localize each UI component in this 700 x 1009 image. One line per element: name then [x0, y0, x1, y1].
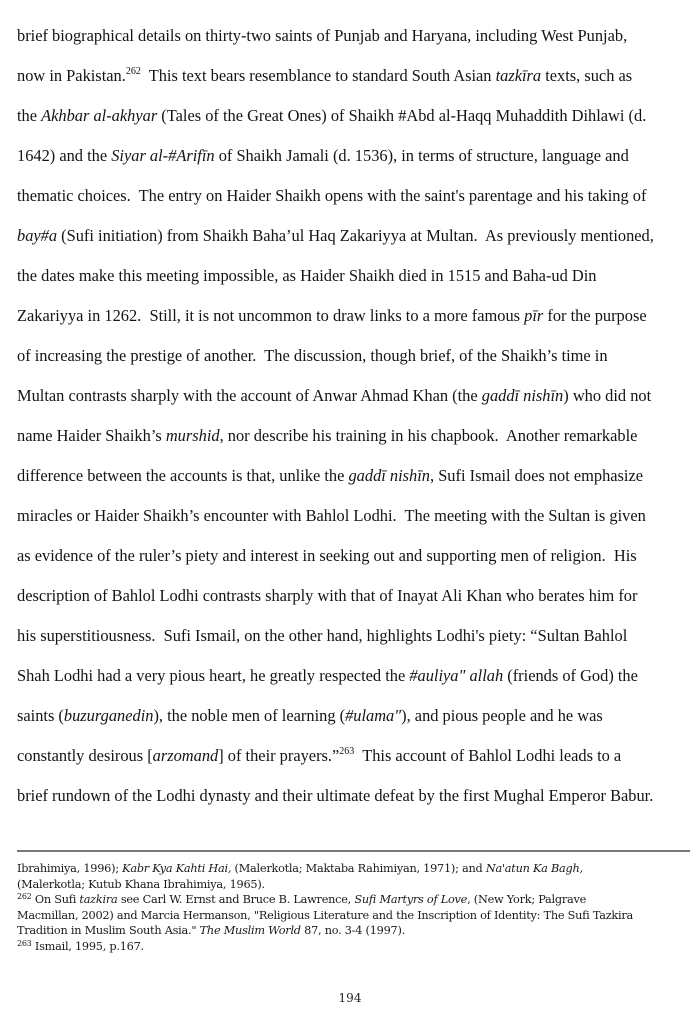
footnote-line: [17, 939, 697, 955]
body-line: [17, 176, 697, 216]
body-line: [17, 256, 697, 296]
italic-term: #auliya" allah: [409, 666, 504, 685]
text-run: miracles or Haider Shaikh’s encounter with Bahlol Lodhi. The meeting with the Sultan is given: [17, 506, 646, 525]
text-run: ), and pious people and he was: [401, 706, 603, 725]
text-run: (Malerkotla; Maktaba Rahimiyan, 1971); and: [231, 862, 486, 875]
body-line: [17, 736, 697, 776]
text-run: (Sufi initiation) from Shaikh Baha’ul Haq Zakariyya at Multan. As previously mentioned,: [57, 226, 654, 245]
body-paragraph: [17, 16, 697, 816]
text-run: as evidence of the ruler’s piety and interest in seeking out and supporting men of religion. His: [17, 546, 637, 565]
body-line: [17, 296, 697, 336]
text-run: 1642) and the: [17, 146, 112, 165]
text-run: brief biographical details on thirty-two saints of Punjab and Haryana, including West Punjab,: [17, 26, 628, 45]
text-run: On Sufi: [31, 893, 80, 907]
body-line: [17, 136, 697, 176]
text-run: Tradition in Muslim South Asia.": [17, 924, 200, 938]
footnote-line: [17, 892, 697, 908]
text-run: , (New York; Palgrave: [467, 893, 587, 907]
text-run: ), the noble men of learning (: [153, 706, 346, 725]
text-run: This account of Bahlol Lodhi leads to a: [354, 746, 622, 765]
footnote-line: [17, 923, 697, 939]
text-run: of Shaikh Jamali (d. 1536), in terms of structure, language and: [214, 146, 629, 165]
italic-term: Siyar al-#Arifīn: [111, 146, 215, 165]
italic-term: bay#a: [17, 226, 58, 245]
text-run: description of Bahlol Lodhi contrasts sharply with that of Inayat Ali Khan who berates him for: [17, 586, 638, 605]
text-run: saints (: [17, 706, 64, 725]
italic-term: #ulama": [345, 706, 402, 725]
text-run: constantly desirous [: [17, 746, 153, 765]
text-run: ] of their prayers.”: [218, 746, 340, 765]
footnote-marker: 262: [17, 892, 32, 902]
text-run: now in Pakistan.: [17, 66, 126, 85]
italic-term: buzurganedin: [63, 706, 154, 725]
text-run: for the purpose: [543, 306, 647, 325]
page-number: 194: [338, 991, 362, 1005]
text-run: Ismail, 1995, p.167.: [31, 939, 144, 953]
italic-term: arzomand: [152, 746, 219, 765]
footnote-separator-rule: [17, 850, 690, 852]
footnotes-block: [17, 861, 697, 955]
footnote-line: [17, 877, 697, 893]
text-run: texts, such as: [541, 66, 633, 85]
text-run: This text bears resemblance to standard South Asian: [140, 66, 496, 85]
text-run: Shah Lodhi had a very pious heart, he greatly respected the: [17, 666, 410, 685]
italic-term: gaddī nishīn: [481, 386, 564, 405]
body-line: [17, 96, 697, 136]
footnote-marker: 262: [125, 66, 141, 77]
body-line: [17, 56, 697, 96]
body-line: [17, 616, 697, 656]
body-line: [17, 16, 697, 56]
italic-term: murshid: [165, 426, 220, 445]
italic-term: tazkira: [79, 893, 118, 907]
text-run: name Haider Shaikh’s: [17, 426, 166, 445]
text-run: the dates make this meeting impossible, as Haider Shaikh died in 1515 and Baha-ud Din: [17, 266, 597, 285]
body-line: [17, 456, 697, 496]
text-run: thematic choices. The entry on Haider Shaikh opens with the saint's parentage and his taking of: [17, 186, 647, 205]
text-run: the: [17, 106, 42, 125]
text-run: Ibrahimiya, 1996);: [17, 862, 123, 875]
text-run: 87, no. 3-4 (1997).: [300, 924, 405, 938]
italic-term: Kabr Kya Kahti Hai,: [122, 862, 232, 875]
body-line: [17, 416, 697, 456]
text-run: Zakariyya in 1262. Still, it is not uncommon to draw links to a more famous: [17, 306, 525, 325]
body-line: [17, 576, 697, 616]
text-run: his superstitiousness. Sufi Ismail, on the other hand, highlights Lodhi's piety: “Sultan Bahlol: [17, 626, 628, 645]
italic-term: Sufi Martyrs of Love: [354, 893, 468, 907]
body-line: [17, 696, 697, 736]
italic-term: Na'atun Ka Bagh,: [485, 862, 583, 875]
footnote-line: [17, 861, 697, 877]
italic-term: tazkīra: [495, 66, 542, 85]
body-line: [17, 376, 697, 416]
text-run: (Tales of the Great Ones) of Shaikh #Abd al-Haqq Muhaddith Dihlawi (d.: [157, 106, 647, 125]
body-line: [17, 216, 697, 256]
footnote-marker: 263: [17, 938, 32, 948]
footnote-marker: 263: [339, 746, 355, 757]
body-line: [17, 776, 697, 816]
italic-term: gaddī nishīn: [348, 466, 430, 485]
footnote-line: [17, 908, 697, 924]
text-run: Macmillan, 2002) and Marcia Hermanson, "Religious Literature and the Inscription of Identity: The Sufi Tazkira: [17, 908, 634, 922]
text-run: difference between the accounts is that, unlike the: [17, 466, 349, 485]
text-run: , nor describe his training in his chapbook. Another remarkable: [219, 426, 638, 445]
text-run: brief rundown of the Lodhi dynasty and their ultimate defeat by the first Mughal Emperor Babur.: [17, 786, 654, 805]
text-run: Multan contrasts sharply with the account of Anwar Ahmad Khan (the: [17, 386, 482, 405]
text-run: (Malerkotla; Kutub Khana Ibrahimiya, 1965).: [17, 877, 265, 891]
italic-term: The Muslim World: [199, 924, 301, 938]
text-run: see Carl W. Ernst and Bruce B. Lawrence,: [117, 893, 355, 907]
text-run: of increasing the prestige of another. The discussion, though brief, of the Shaikh’s time in: [17, 346, 608, 365]
body-line: [17, 536, 697, 576]
body-line: [17, 336, 697, 376]
body-line: [17, 656, 697, 696]
text-run: , Sufi Ismail does not emphasize: [430, 466, 644, 485]
italic-term: pīr: [524, 306, 544, 325]
italic-term: Akhbar al-akhyar: [41, 106, 158, 125]
text-run: (friends of God) the: [503, 666, 638, 685]
body-line: [17, 496, 697, 536]
text-run: ) who did not: [563, 386, 652, 405]
